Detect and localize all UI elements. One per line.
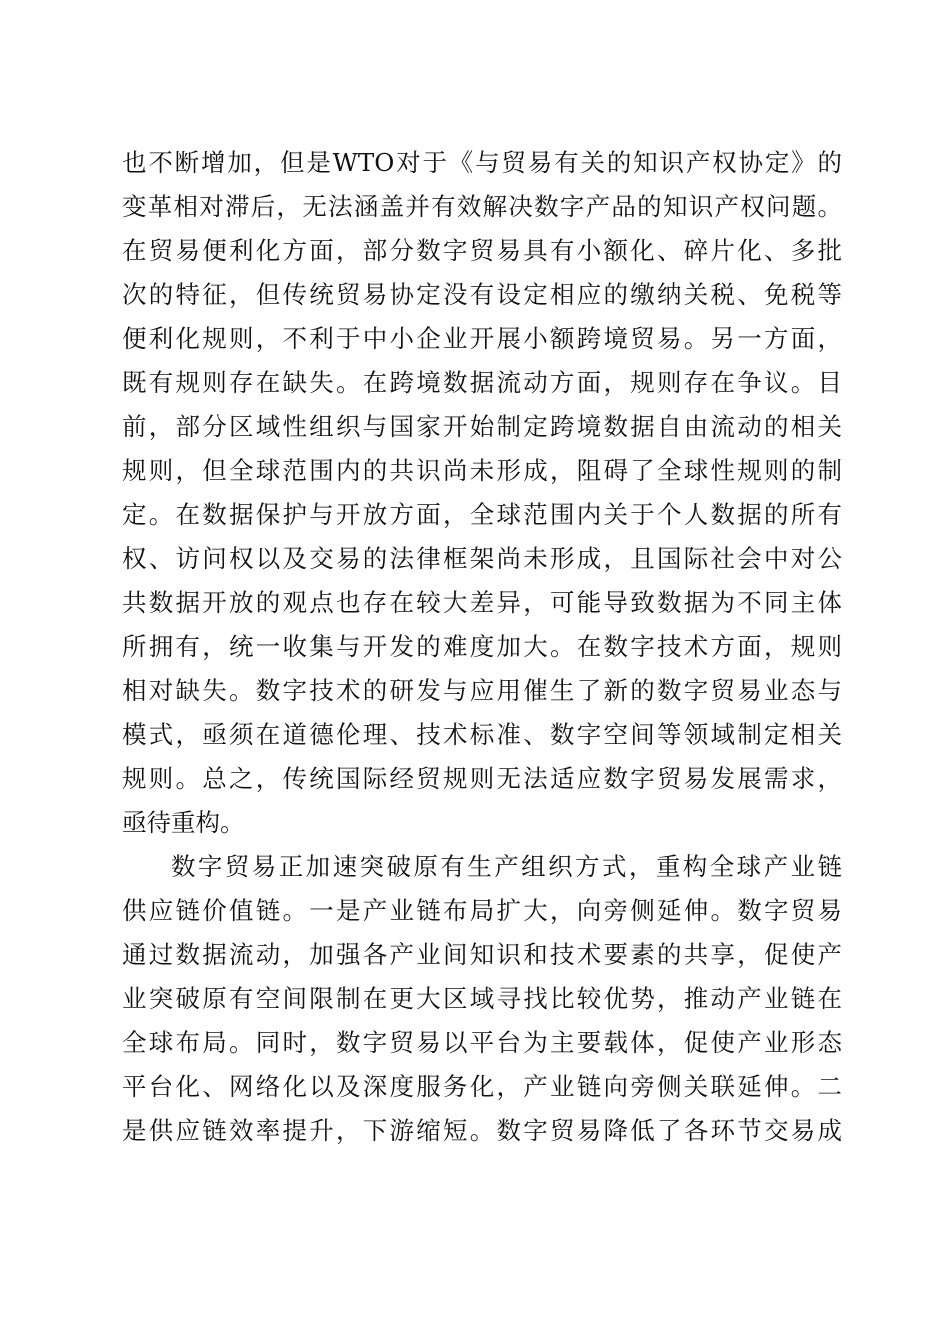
text-line-last: 亟待重构。 xyxy=(122,808,245,837)
text-line: 既有规则存在缺失。在跨境数据流动方面，规则存在争议。目 xyxy=(122,368,842,397)
text-line: 全球布局。同时，数字贸易以平台为主要载体，促使产业形态 xyxy=(122,1028,842,1057)
text-line: 供应链价值链。一是产业链布局扩大，向旁侧延伸。数字贸易 xyxy=(122,896,842,925)
text-line: 次的特征，但传统贸易协定没有设定相应的缴纳关税、免税等 xyxy=(122,280,842,309)
text-line: 前，部分区域性组织与国家开始制定跨境数据自由流动的相关 xyxy=(122,412,842,441)
text-line: 定。在数据保护与开放方面，全球范围内关于个人数据的所有 xyxy=(122,500,842,529)
text-line: 在贸易便利化方面，部分数字贸易具有小额化、碎片化、多批 xyxy=(122,236,842,265)
text-line: 便利化规则，不利于中小企业开展小额跨境贸易。另一方面， xyxy=(122,324,842,353)
text-line: 平台化、网络化以及深度服务化，产业链向旁侧关联延伸。二 xyxy=(122,1072,842,1101)
body-text xyxy=(122,141,842,1153)
text-line: 变革相对滞后，无法涵盖并有效解决数字产品的知识产权问题。 xyxy=(122,192,842,221)
text-line: 相对缺失。数字技术的研发与应用催生了新的数字贸易业态与 xyxy=(122,676,842,705)
text-line: 业突破原有空间限制在更大区域寻找比较优势，推动产业链在 xyxy=(122,984,842,1013)
text-line: 规则。总之，传统国际经贸规则无法适应数字贸易发展需求， xyxy=(122,764,842,793)
text-line: 模式，亟须在道德伦理、技术标准、数字空间等领域制定相关 xyxy=(122,720,842,749)
paragraph-2 xyxy=(122,845,842,1153)
paragraph-1 xyxy=(122,141,842,845)
text-line: 所拥有，统一收集与开发的难度加大。在数字技术方面，规则 xyxy=(122,632,842,661)
text-line: 也不断增加，但是WTO对于《与贸易有关的知识产权协定》的 xyxy=(122,148,842,177)
text-line: 共数据开放的观点也存在较大差异，可能导致数据为不同主体 xyxy=(122,588,842,617)
text-line: 通过数据流动，加强各产业间知识和技术要素的共享，促使产 xyxy=(122,940,842,969)
text-line: 规则，但全球范围内的共识尚未形成，阻碍了全球性规则的制 xyxy=(122,456,842,485)
text-line: 是供应链效率提升，下游缩短。数字贸易降低了各环节交易成 xyxy=(122,1116,842,1145)
text-line: 权、访问权以及交易的法律框架尚未形成，且国际社会中对公 xyxy=(122,544,842,573)
text-line-first: 数字贸易正加速突破原有生产组织方式，重构全球产业链 xyxy=(171,852,842,881)
